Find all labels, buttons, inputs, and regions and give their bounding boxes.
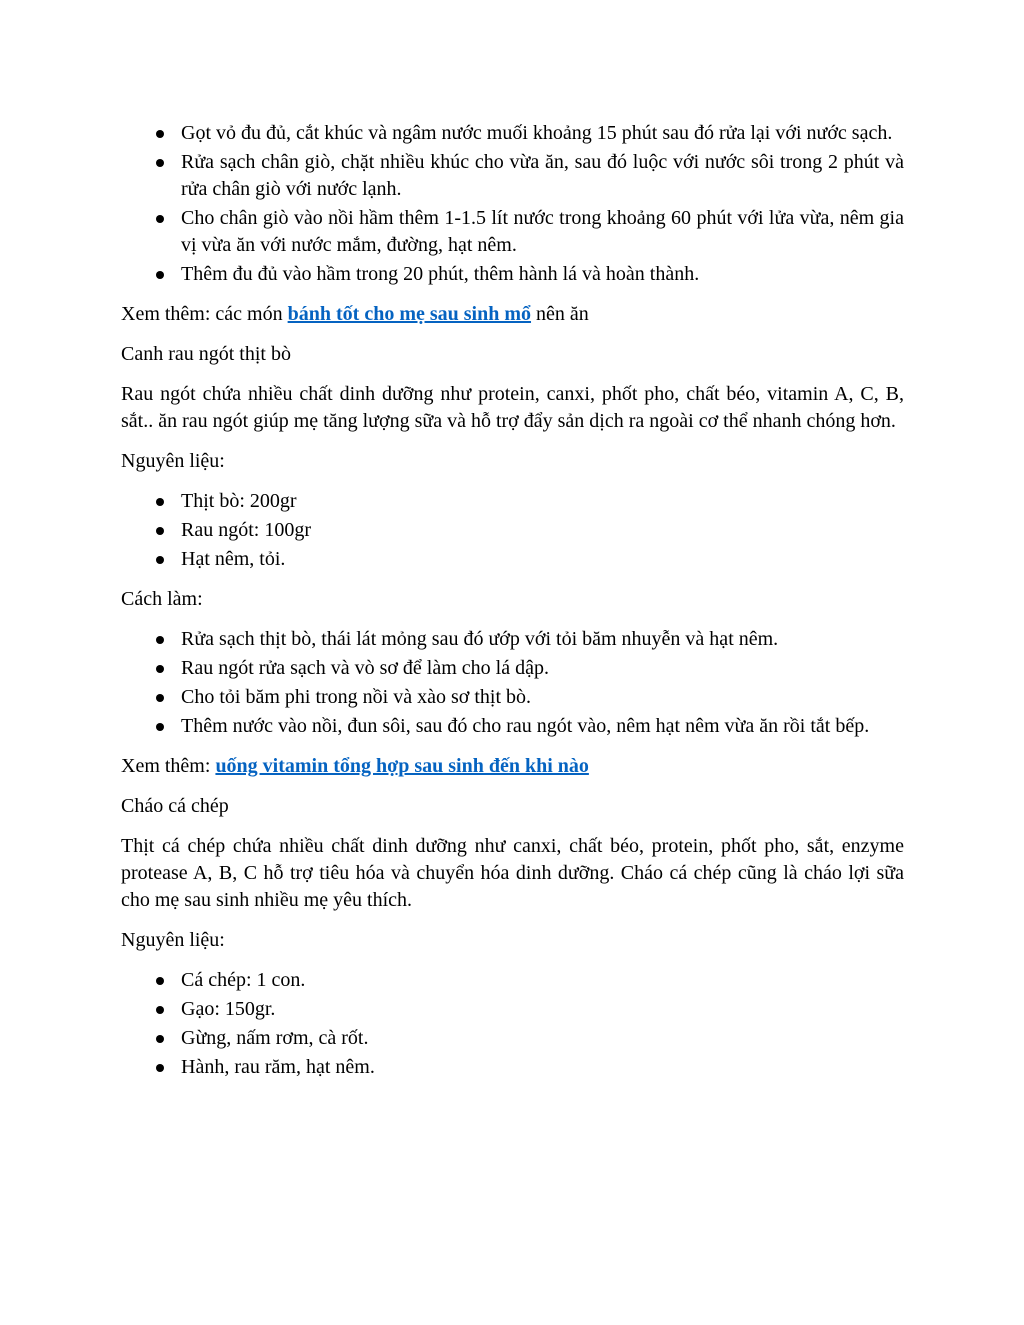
list-item: Cho chân giò vào nồi hầm thêm 1-1.5 lít nước trong khoảng 60 phút với lửa vừa, nêm gia vị vừa ăn với nước mắm, đường, hạt nêm. (121, 205, 904, 259)
section-title: Canh rau ngót thịt bò (121, 343, 291, 365)
list-item: Gọt vỏ đu đủ, cắt khúc và ngâm nước muối khoảng 15 phút sau đó rửa lại với nước sạch. (121, 120, 904, 147)
beef-ingredients-list (121, 488, 904, 573)
see-more-paragraph-2: Xem thêm: uống vitamin tổng hợp sau sinh đến khi nào (121, 755, 589, 777)
bullet-icon (156, 665, 164, 673)
list-item: Thêm đu đủ vào hầm trong 20 phút, thêm hành lá và hoàn thành. (121, 261, 904, 288)
list-item: Gừng, nấm rơm, cà rốt. (121, 1025, 904, 1052)
bullet-icon (156, 723, 164, 731)
papaya-pork-steps-list (121, 120, 904, 288)
list-item: Rau ngót rửa sạch và vò sơ để làm cho lá dập. (121, 655, 904, 682)
ingredients-label: Nguyên liệu: (121, 929, 225, 951)
bullet-icon (156, 1006, 164, 1014)
document-page (121, 120, 904, 1094)
list-item: Thịt bò: 200gr (121, 488, 904, 515)
list-item: Cho tỏi băm phi trong nồi và xào sơ thịt bò. (121, 684, 904, 711)
list-item: Cá chép: 1 con. (121, 967, 904, 994)
list-item: Thêm nước vào nồi, đun sôi, sau đó cho rau ngót vào, nêm hạt nêm vừa ăn rồi tắt bếp. (121, 713, 904, 740)
list-item: Rau ngót: 100gr (121, 517, 904, 544)
see-more-link-1[interactable]: bánh tốt cho mẹ sau sinh mổ (287, 303, 532, 325)
see-more-link-2[interactable]: uống vitamin tổng hợp sau sinh đến khi nào (215, 755, 589, 777)
bullet-icon (156, 1035, 164, 1043)
carp-ingredients-list (121, 967, 904, 1081)
ingredients-label: Nguyên liệu: (121, 450, 225, 472)
section-description: Rau ngót chứa nhiều chất dinh dưỡng như protein, canxi, phốt pho, chất béo, vitamin A, C, B, sắt.. ăn rau ngót giúp mẹ tăng lượng sữa và hỗ trợ đẩy sản dịch ra ngoài cơ thể nhanh chóng hơn. (121, 383, 904, 432)
bullet-icon (156, 636, 164, 644)
bullet-icon (156, 215, 164, 223)
see-more-paragraph-1: Xem thêm: các món bánh tốt cho mẹ sau sinh mổ nên ăn (121, 303, 589, 325)
list-item: Gạo: 150gr. (121, 996, 904, 1023)
bullet-icon (156, 977, 164, 985)
list-item: Hạt nêm, tỏi. (121, 546, 904, 573)
bullet-icon (156, 527, 164, 535)
section-title: Cháo cá chép (121, 795, 229, 817)
bullet-icon (156, 159, 164, 167)
bullet-icon (156, 498, 164, 506)
bullet-icon (156, 556, 164, 564)
list-item: Rửa sạch chân giò, chặt nhiều khúc cho vừa ăn, sau đó luộc với nước sôi trong 2 phút và rửa chân giò với nước lạnh. (121, 149, 904, 203)
section-description: Thịt cá chép chứa nhiều chất dinh dưỡng như canxi, chất béo, protein, phốt pho, sắt, enzyme protease A, B, C hỗ trợ tiêu hóa và chuyển hóa dinh dưỡng. Cháo cá chép cũng là cháo lợi sữa cho mẹ sau sinh nhiều mẹ yêu thích. (121, 835, 904, 911)
bullet-icon (156, 271, 164, 279)
bullet-icon (156, 694, 164, 702)
beef-steps-list (121, 626, 904, 740)
method-label: Cách làm: (121, 588, 203, 610)
bullet-icon (156, 130, 164, 138)
bullet-icon (156, 1064, 164, 1072)
list-item: Hành, rau răm, hạt nêm. (121, 1054, 904, 1081)
list-item: Rửa sạch thịt bò, thái lát mỏng sau đó ướp với tỏi băm nhuyễn và hạt nêm. (121, 626, 904, 653)
